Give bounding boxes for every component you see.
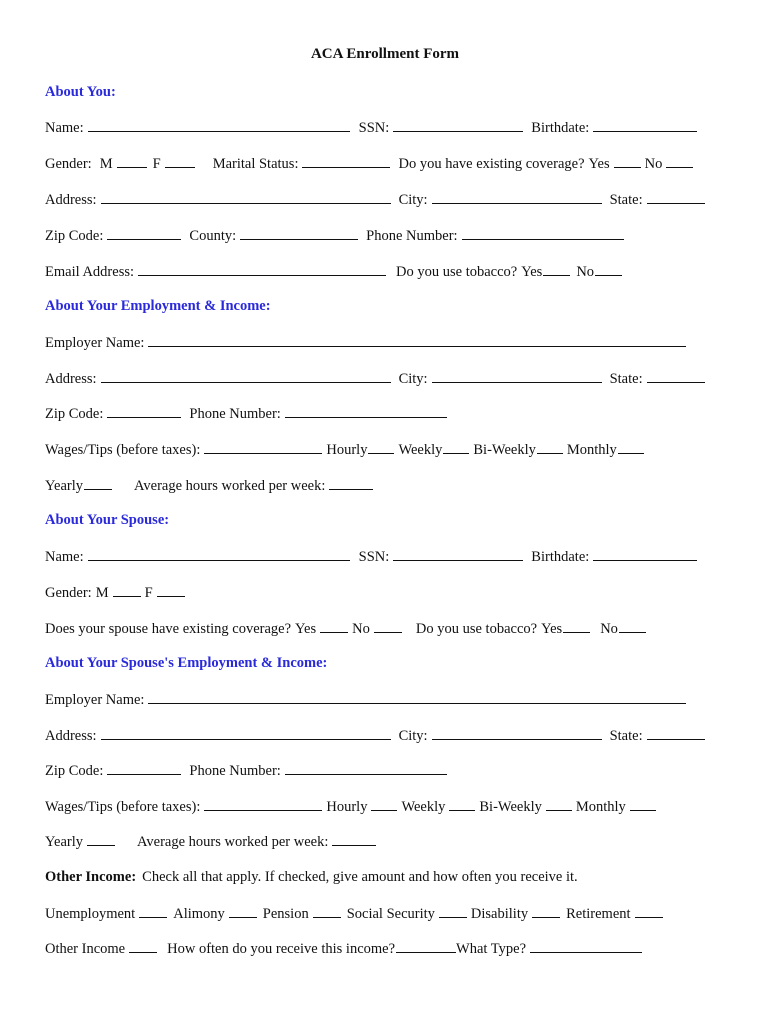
spouse-employer-zip-label: Zip Code: <box>45 763 104 779</box>
employer-state-field[interactable] <box>647 368 705 383</box>
yearly-row <box>45 475 377 495</box>
social-security-field[interactable] <box>439 903 467 918</box>
spouse-employer-address-label: Address: <box>45 728 97 744</box>
spouse-coverage-yes-field[interactable] <box>320 618 348 633</box>
spouse-gender-f-label: F <box>144 585 153 601</box>
spouse-employer-phone-label: Phone Number: <box>189 763 281 779</box>
yearly-field[interactable] <box>84 475 112 490</box>
other-income-row <box>45 938 646 958</box>
gender-label: Gender: <box>45 156 92 172</box>
coverage-yes-label: Yes <box>588 156 610 172</box>
spouse-biweekly-label: Bi-Weekly <box>479 799 542 815</box>
employer-state-label: State: <box>609 371 643 387</box>
employer-address-label: Address: <box>45 371 97 387</box>
spouse-yearly-field[interactable] <box>87 831 115 846</box>
zip-label: Zip Code: <box>45 228 104 244</box>
what-type-label: What Type? <box>456 941 527 957</box>
spouse-yearly-label: Yearly <box>45 834 83 850</box>
wages-field[interactable] <box>204 439 322 454</box>
monthly-label: Monthly <box>566 442 617 458</box>
spouse-weekly-field[interactable] <box>449 796 475 811</box>
section-header-about-you: About You: <box>45 84 116 100</box>
retirement-label: Retirement <box>566 906 631 922</box>
employer-name-label: Employer Name: <box>45 335 145 351</box>
disability-label: Disability <box>470 906 529 922</box>
coverage-label: Do you have existing coverage? <box>398 156 585 172</box>
you-zip-row <box>45 225 628 245</box>
alimony-label: Alimony <box>173 906 225 922</box>
spouse-biweekly-field[interactable] <box>546 796 572 811</box>
spouse-avg-hours-field[interactable] <box>332 831 376 846</box>
alimony-field[interactable] <box>229 903 257 918</box>
marital-status-field[interactable] <box>302 153 390 168</box>
city-label: City: <box>398 192 428 208</box>
spouse-hourly-label: Hourly <box>326 799 368 815</box>
employer-row <box>45 332 690 352</box>
employer-address-row <box>45 368 709 388</box>
you-gender-row <box>45 153 697 173</box>
biweekly-label: Bi-Weekly <box>473 442 536 458</box>
other-income-instructions: Check all that apply. If checked, give amount and how often you receive it. <box>142 869 578 885</box>
spouse-name-field[interactable] <box>88 546 350 561</box>
address-label: Address: <box>45 192 97 208</box>
spouse-avg-hours-label: Average hours worked per week: <box>137 834 329 850</box>
county-field[interactable] <box>240 225 358 240</box>
tobacco-no-field[interactable] <box>595 261 622 276</box>
social-security-label: Social Security <box>346 906 435 922</box>
other-income-header-row <box>45 867 578 887</box>
gender-f-field[interactable] <box>165 153 195 168</box>
ssn-label: SSN: <box>358 120 390 136</box>
form-title: ACA Enrollment Form <box>310 46 460 62</box>
section-header-spouse: About Your Spouse: <box>45 512 170 528</box>
tobacco-no-label: No <box>576 264 595 280</box>
coverage-no-label: No <box>644 156 663 172</box>
unemployment-label: Unemployment <box>45 906 136 922</box>
spouse-employer-zip-row <box>45 760 451 780</box>
employer-zip-row <box>45 403 451 423</box>
spouse-tobacco-yes-label: Yes <box>541 621 563 637</box>
spouse-tobacco-yes-field[interactable] <box>563 618 590 633</box>
spouse-employer-name-field[interactable] <box>148 689 686 704</box>
county-label: County: <box>189 228 237 244</box>
employer-phone-field[interactable] <box>285 403 447 418</box>
spouse-tobacco-label: Do you use tobacco? <box>415 621 538 637</box>
other-income-label: Other Income <box>45 941 126 957</box>
spouse-employer-state-label: State: <box>609 728 643 744</box>
spouse-coverage-yes-label: Yes <box>295 621 317 637</box>
avg-hours-field[interactable] <box>329 475 373 490</box>
spouse-wages-row <box>45 796 660 816</box>
employer-city-field[interactable] <box>432 368 602 383</box>
weekly-label: Weekly <box>398 442 443 458</box>
spouse-employer-row <box>45 689 690 709</box>
retirement-field[interactable] <box>635 903 663 918</box>
employer-address-field[interactable] <box>101 368 391 383</box>
spouse-name-label: Name: <box>45 549 84 565</box>
spouse-monthly-label: Monthly <box>575 799 626 815</box>
spouse-gender-row <box>45 582 189 602</box>
spouse-wages-label: Wages/Tips (before taxes): <box>45 799 201 815</box>
spouse-coverage-no-label: No <box>352 621 370 637</box>
tobacco-yes-field[interactable] <box>543 261 570 276</box>
you-address-row <box>45 189 709 209</box>
spouse-gender-m-field[interactable] <box>113 582 141 597</box>
coverage-no-field[interactable] <box>666 153 693 168</box>
tobacco-label: Do you use tobacco? <box>396 264 518 280</box>
spouse-employer-name-label: Employer Name: <box>45 692 145 708</box>
state-field[interactable] <box>647 189 705 204</box>
other-income-types-row <box>45 903 667 923</box>
gender-m-field[interactable] <box>117 153 147 168</box>
weekly-field[interactable] <box>443 439 469 454</box>
spouse-tobacco-no-label: No <box>600 621 618 637</box>
ssn-field[interactable] <box>393 117 523 132</box>
email-field[interactable] <box>138 261 386 276</box>
spouse-coverage-row <box>45 618 650 638</box>
birthdate-label: Birthdate: <box>531 120 590 136</box>
state-label: State: <box>609 192 643 208</box>
employer-phone-label: Phone Number: <box>189 406 281 422</box>
spouse-birthdate-label: Birthdate: <box>531 549 590 565</box>
gender-f-label: F <box>152 156 161 172</box>
other-income-header: Other Income: <box>45 869 137 885</box>
spouse-wages-field[interactable] <box>204 796 322 811</box>
spouse-weekly-label: Weekly <box>401 799 446 815</box>
pension-label: Pension <box>262 906 309 922</box>
unemployment-field[interactable] <box>139 903 167 918</box>
how-often-label: How often do you receive this income? <box>167 941 396 957</box>
coverage-yes-field[interactable] <box>614 153 641 168</box>
spouse-employer-phone-field[interactable] <box>285 760 447 775</box>
zip-field[interactable] <box>107 225 181 240</box>
spouse-gender-label: Gender: <box>45 585 92 601</box>
pension-field[interactable] <box>313 903 341 918</box>
you-name-row <box>45 117 701 137</box>
spouse-monthly-field[interactable] <box>630 796 656 811</box>
name-label: Name: <box>45 120 84 136</box>
name-field[interactable] <box>88 117 350 132</box>
phone-label: Phone Number: <box>366 228 458 244</box>
hourly-label: Hourly <box>326 442 368 458</box>
spouse-gender-m-label: M <box>95 585 109 601</box>
spouse-employer-address-field[interactable] <box>101 725 391 740</box>
tobacco-yes-label: Yes <box>521 264 543 280</box>
spouse-employer-state-field[interactable] <box>647 725 705 740</box>
biweekly-field[interactable] <box>537 439 563 454</box>
wages-label: Wages/Tips (before taxes): <box>45 442 201 458</box>
you-email-row <box>45 261 626 281</box>
spouse-birthdate-field[interactable] <box>593 546 697 561</box>
spouse-gender-f-field[interactable] <box>157 582 185 597</box>
spouse-yearly-row <box>45 831 380 851</box>
city-field[interactable] <box>432 189 602 204</box>
section-header-spouse-employment: About Your Spouse's Employment & Income: <box>45 655 328 671</box>
phone-field[interactable] <box>462 225 624 240</box>
email-label: Email Address: <box>45 264 135 280</box>
spouse-employer-city-label: City: <box>398 728 428 744</box>
spouse-ssn-label: SSN: <box>358 549 390 565</box>
spouse-name-row <box>45 546 701 566</box>
spouse-employer-city-field[interactable] <box>432 725 602 740</box>
avg-hours-label: Average hours worked per week: <box>134 478 326 494</box>
employer-name-field[interactable] <box>148 332 686 347</box>
marital-status-label: Marital Status: <box>212 156 299 172</box>
wages-row <box>45 439 648 459</box>
employer-zip-label: Zip Code: <box>45 406 104 422</box>
birthdate-field[interactable] <box>593 117 697 132</box>
spouse-coverage-label: Does your spouse have existing coverage? <box>45 621 292 637</box>
what-type-field[interactable] <box>530 938 642 953</box>
spouse-tobacco-no-field[interactable] <box>619 618 646 633</box>
spouse-hourly-field[interactable] <box>371 796 397 811</box>
section-header-employment: About Your Employment & Income: <box>45 298 271 314</box>
hourly-field[interactable] <box>368 439 394 454</box>
yearly-label: Yearly <box>45 478 83 494</box>
how-often-field[interactable] <box>396 938 456 953</box>
spouse-employer-zip-field[interactable] <box>107 760 181 775</box>
gender-m-label: M <box>99 156 113 172</box>
spouse-employer-address-row <box>45 725 709 745</box>
other-income-field[interactable] <box>129 938 157 953</box>
monthly-field[interactable] <box>618 439 644 454</box>
spouse-ssn-field[interactable] <box>393 546 523 561</box>
disability-field[interactable] <box>532 903 560 918</box>
address-field[interactable] <box>101 189 391 204</box>
employer-zip-field[interactable] <box>107 403 181 418</box>
employer-city-label: City: <box>398 371 428 387</box>
spouse-coverage-no-field[interactable] <box>374 618 402 633</box>
